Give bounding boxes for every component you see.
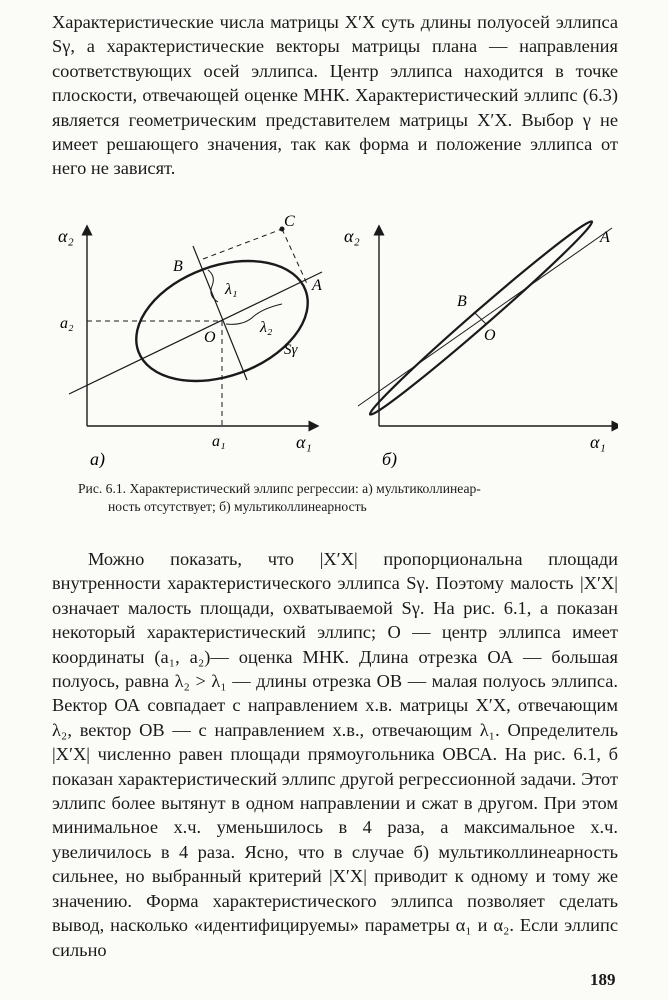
dashed-ca: [282, 229, 308, 286]
paragraph-2: Можно показать, что |X′X| пропорциональна площади внутренности характеристического эллипса Sγ. Поэтому малость |X′X| означает малость площади, охватываемой Sγ. На рис. 6.1, а показан некоторый характеристический эллипс; О — центр эллипса имеет координаты (a₁, a₂)— оценка МНК. Длина отрезка ОА — большая полуось, равна λ₂ > λ₁ — длины отрезка ОВ — малая полуось эллипса. Вектор ОА совпадает с направлением х.в. матрицы X′X, отвечающим λ₂, вектор ОВ — с направлением х.в., отвечающим λ₁. Определитель |X′X| численно равен площади прямоугольника ОВСА. На рис. 6.1, б показан характеристический эллипс другой регрессионной задачи. Этот эллипс более вытянут в одном направлении и сжат в другом. При этом минимальное х.ч. уменьшилось в 4 раза, а максимальное х.ч. увеличилось в 4 раза. Ясно, что в случае б) мультиколлинеарность сильнее, но выбранный критерий |X′X| приводит к одному и тому же значению. Форма характеристического эллипса позволяет сделать вывод, насколько «идентифицируемы» параметры α₁ и α₂. Если эллипс сильно: [52, 549, 618, 960]
point-a-label: A: [312, 277, 322, 294]
paragraph-2-container: [52, 547, 618, 962]
point-b-label: B: [173, 258, 183, 275]
lambda1-label: λ₁: [225, 281, 238, 298]
panel-b: [344, 216, 617, 468]
figure-svg: [52, 208, 618, 468]
tick-a2-label: a₂: [60, 315, 74, 332]
caption-line-1: Рис. 6.1. Характеристический эллипс регрессии: а) мультиколлинеар-: [78, 481, 481, 496]
point-o-label: O: [204, 329, 216, 346]
panel-a: [58, 213, 324, 468]
paragraph-1: Характеристические числа матрицы X′X суть длины полуосей эллипса Sγ, а характеристические векторы матрицы плана — направления соответствующих осей эллипса. Центр эллипса находится в точке плоскости, отвечающей оценке МНК. Характеристический эллипс (6.3) является геометрическим представителем матрицы X′X. Выбор γ не имеет решающего значения, так как форма и положение эллипса от него не зависят.: [52, 12, 618, 179]
ellipse-label: Sγ: [284, 342, 298, 358]
panel-b-major-axis: [358, 228, 612, 406]
tick-a1-label: a₁: [212, 433, 226, 450]
ellipse-b: [365, 216, 597, 421]
figure-6-1: [52, 208, 618, 468]
panel-a-y-axis-label: α₂: [58, 226, 74, 246]
panel-b-point-o-label: O: [484, 327, 496, 344]
panel-b-point-a-label: A: [600, 229, 610, 246]
panel-a-x-axis-label: α₁: [296, 432, 312, 452]
panel-b-x-axis-label: α₁: [590, 432, 606, 452]
dashed-bc: [203, 229, 282, 259]
page-number: 189: [590, 970, 616, 989]
caption-line-2: ность отсутствует; б) мультиколлинеарность: [108, 499, 367, 514]
paragraph-1-container: [52, 10, 618, 181]
panel-a-label: а): [90, 449, 105, 468]
figure-caption: [78, 480, 598, 516]
minor-axis-line: [193, 246, 247, 380]
panel-b-label: б): [382, 449, 398, 468]
point-c-label: C: [284, 213, 295, 230]
lambda2-label: λ₂: [260, 319, 273, 336]
major-axis-line: [69, 272, 322, 394]
panel-b-point-b-label: B: [457, 293, 467, 310]
panel-b-y-axis-label: α₂: [344, 226, 360, 246]
